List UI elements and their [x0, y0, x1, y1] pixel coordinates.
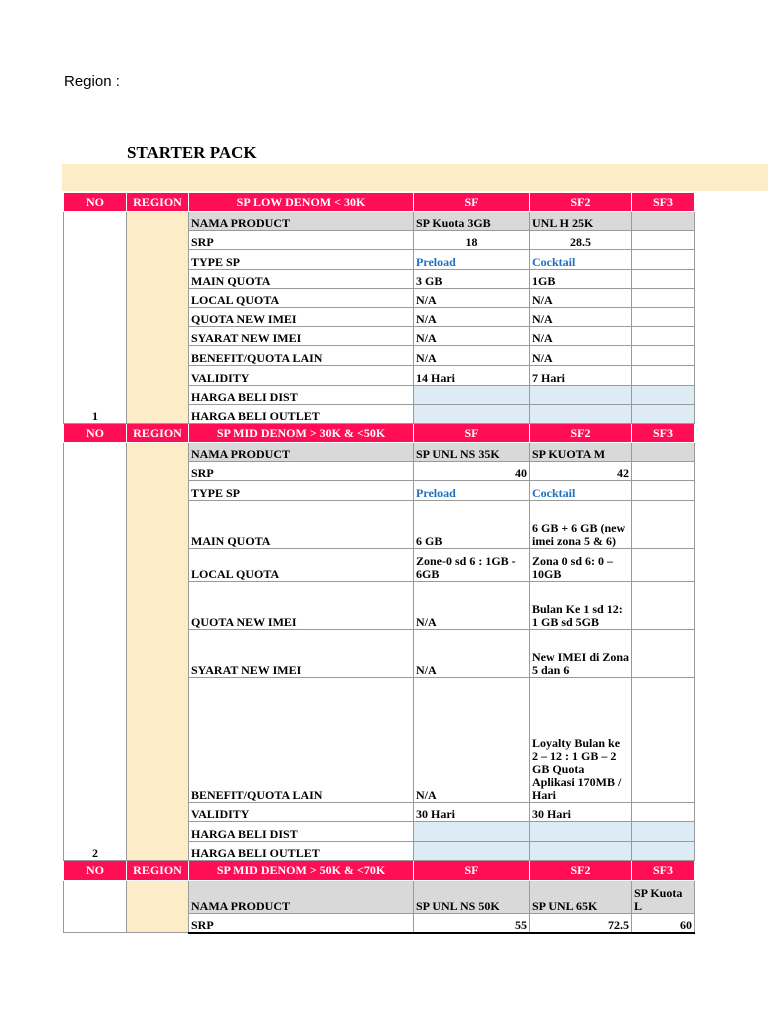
sf-cell[interactable]: N/A [414, 630, 530, 678]
sf2-cell[interactable] [530, 822, 632, 842]
row-label: BENEFIT/QUOTA LAIN [189, 678, 414, 803]
row-label: BENEFIT/QUOTA LAIN [189, 346, 414, 366]
row-number: 2 [64, 443, 127, 861]
sf2-cell[interactable]: 28.5 [530, 231, 632, 250]
sf-cell[interactable]: N/A [414, 582, 530, 630]
sf3-cell[interactable] [632, 346, 695, 366]
section-header-row [64, 424, 695, 443]
row-label: SRP [189, 914, 414, 933]
sf2-cell[interactable] [530, 405, 632, 424]
sf3-cell[interactable] [632, 481, 695, 501]
sf-cell[interactable] [414, 405, 530, 424]
sf3-cell[interactable] [632, 549, 695, 582]
starter-pack-table [63, 192, 695, 934]
sf3-cell[interactable] [632, 678, 695, 803]
sf-cell[interactable]: 14 Hari [414, 366, 530, 386]
sf3-cell[interactable]: 60 [632, 914, 695, 933]
sf3-cell[interactable] [632, 212, 695, 231]
row-label: NAMA PRODUCT [189, 881, 414, 914]
sf3-cell[interactable] [632, 308, 695, 327]
sf3-cell[interactable] [632, 803, 695, 822]
sf3-cell[interactable] [632, 327, 695, 346]
sf-cell[interactable]: N/A [414, 678, 530, 803]
row-label: SYARAT NEW IMEI [189, 327, 414, 346]
sf3-cell[interactable] [632, 462, 695, 481]
sf3-cell[interactable] [632, 289, 695, 308]
sf2-cell[interactable]: New IMEI di Zona 5 dan 6 [530, 630, 632, 678]
region-cell[interactable] [127, 881, 189, 933]
sf-cell[interactable] [414, 386, 530, 405]
col-sf2-header: SF2 [530, 424, 632, 443]
row-label: QUOTA NEW IMEI [189, 308, 414, 327]
col-sf2-header: SF2 [530, 861, 632, 881]
col-sf3-header: SF3 [632, 861, 695, 881]
sf-cell[interactable]: 30 Hari [414, 803, 530, 822]
col-sf3-header: SF3 [632, 424, 695, 443]
row-label: HARGA BELI OUTLET [189, 405, 414, 424]
row-label: HARGA BELI OUTLET [189, 842, 414, 861]
sf3-cell[interactable]: SP Kuota L [632, 881, 695, 914]
region-cell[interactable] [127, 212, 189, 424]
row-label: HARGA BELI DIST [189, 386, 414, 405]
row-label: SYARAT NEW IMEI [189, 630, 414, 678]
sf2-cell[interactable]: SP KUOTA M [530, 443, 632, 462]
section-title: SP MID DENOM > 50K & <70K [189, 861, 414, 881]
sf2-cell[interactable] [530, 842, 632, 861]
region-cell[interactable] [127, 443, 189, 861]
row-label: TYPE SP [189, 481, 414, 501]
sf-cell[interactable]: SP UNL NS 50K [414, 881, 530, 914]
sf2-cell[interactable]: Cocktail [530, 250, 632, 270]
sf-cell[interactable] [414, 822, 530, 842]
row-label: NAMA PRODUCT [189, 443, 414, 462]
sf2-cell[interactable]: Zona 0 sd 6: 0 – 10GB [530, 549, 632, 582]
row-label: QUOTA NEW IMEI [189, 582, 414, 630]
sf2-cell[interactable]: N/A [530, 308, 632, 327]
row-label: MAIN QUOTA [189, 501, 414, 549]
row-label: SRP [189, 462, 414, 481]
sf-cell[interactable]: SP UNL NS 35K [414, 443, 530, 462]
col-no-header: NO [64, 861, 127, 881]
sf-cell[interactable]: 18 [414, 231, 530, 250]
sf2-cell[interactable]: 7 Hari [530, 366, 632, 386]
sf3-cell[interactable] [632, 630, 695, 678]
row-number: 1 [64, 212, 127, 424]
sf3-cell[interactable] [632, 822, 695, 842]
sf3-cell[interactable] [632, 501, 695, 549]
row-label: TYPE SP [189, 250, 414, 270]
row-label: VALIDITY [189, 803, 414, 822]
col-sf-header: SF [414, 193, 530, 212]
sf2-cell[interactable]: UNL H 25K [530, 212, 632, 231]
row-label: VALIDITY [189, 366, 414, 386]
sf3-cell[interactable] [632, 250, 695, 270]
sf-cell[interactable]: N/A [414, 346, 530, 366]
sf-cell[interactable]: Preload [414, 250, 530, 270]
header-band [62, 164, 768, 191]
col-region-header: REGION [127, 424, 189, 443]
sf2-cell[interactable]: 30 Hari [530, 803, 632, 822]
row-label: NAMA PRODUCT [189, 212, 414, 231]
row-label: LOCAL QUOTA [189, 549, 414, 582]
sf2-cell[interactable]: SP UNL 65K [530, 881, 632, 914]
sf2-cell[interactable]: 1GB [530, 270, 632, 289]
sf3-cell[interactable] [632, 842, 695, 861]
row-label: LOCAL QUOTA [189, 289, 414, 308]
sf2-cell[interactable]: N/A [530, 346, 632, 366]
section-header-row [64, 193, 695, 212]
table-row [64, 881, 695, 914]
col-region-header: REGION [127, 861, 189, 881]
page-title: STARTER PACK [127, 143, 257, 162]
section-title: SP LOW DENOM < 30K [189, 193, 414, 212]
sf2-cell[interactable]: 72.5 [530, 914, 632, 933]
sf-cell[interactable]: Preload [414, 481, 530, 501]
sf3-cell[interactable] [632, 231, 695, 250]
sf3-cell[interactable] [632, 582, 695, 630]
sf3-cell[interactable] [632, 386, 695, 405]
sf-cell[interactable]: 40 [414, 462, 530, 481]
region-label: Region : [64, 73, 120, 90]
sf2-cell[interactable] [530, 386, 632, 405]
col-no-header: NO [64, 424, 127, 443]
sf2-cell[interactable]: 42 [530, 462, 632, 481]
sf3-cell[interactable] [632, 405, 695, 424]
row-label: MAIN QUOTA [189, 270, 414, 289]
col-sf2-header: SF2 [530, 193, 632, 212]
sf-cell[interactable] [414, 842, 530, 861]
col-sf-header: SF [414, 861, 530, 881]
table-row [64, 443, 695, 462]
sf-cell[interactable]: 3 GB [414, 270, 530, 289]
row-label: HARGA BELI DIST [189, 822, 414, 842]
section-header-row [64, 861, 695, 881]
sf-cell[interactable]: SP Kuota 3GB [414, 212, 530, 231]
col-sf3-header: SF3 [632, 193, 695, 212]
table-row [64, 212, 695, 231]
sf2-cell[interactable]: Bulan Ke 1 sd 12: 1 GB sd 5GB [530, 582, 632, 630]
sf-cell[interactable]: N/A [414, 327, 530, 346]
col-sf-header: SF [414, 424, 530, 443]
sf-cell[interactable]: 6 GB [414, 501, 530, 549]
row-label: SRP [189, 231, 414, 250]
row-number [64, 881, 127, 933]
sf-cell[interactable]: Zone-0 sd 6 : 1GB - 6GB [414, 549, 530, 582]
sf2-cell[interactable]: N/A [530, 327, 632, 346]
sf2-cell[interactable]: Cocktail [530, 481, 632, 501]
sf3-cell[interactable] [632, 366, 695, 386]
sf3-cell[interactable] [632, 270, 695, 289]
sf2-cell[interactable]: N/A [530, 289, 632, 308]
sf-cell[interactable]: N/A [414, 308, 530, 327]
sf2-cell[interactable]: 6 GB + 6 GB (new imei zona 5 & 6) [530, 501, 632, 549]
sf3-cell[interactable] [632, 443, 695, 462]
sf-cell[interactable]: 55 [414, 914, 530, 933]
col-no-header: NO [64, 193, 127, 212]
sf2-cell[interactable]: Loyalty Bulan ke 2 – 12 : 1 GB – 2 GB Quota Aplikasi 170MB / Hari [530, 678, 632, 803]
section-title: SP MID DENOM > 30K & <50K [189, 424, 414, 443]
col-region-header: REGION [127, 193, 189, 212]
sf-cell[interactable]: N/A [414, 289, 530, 308]
